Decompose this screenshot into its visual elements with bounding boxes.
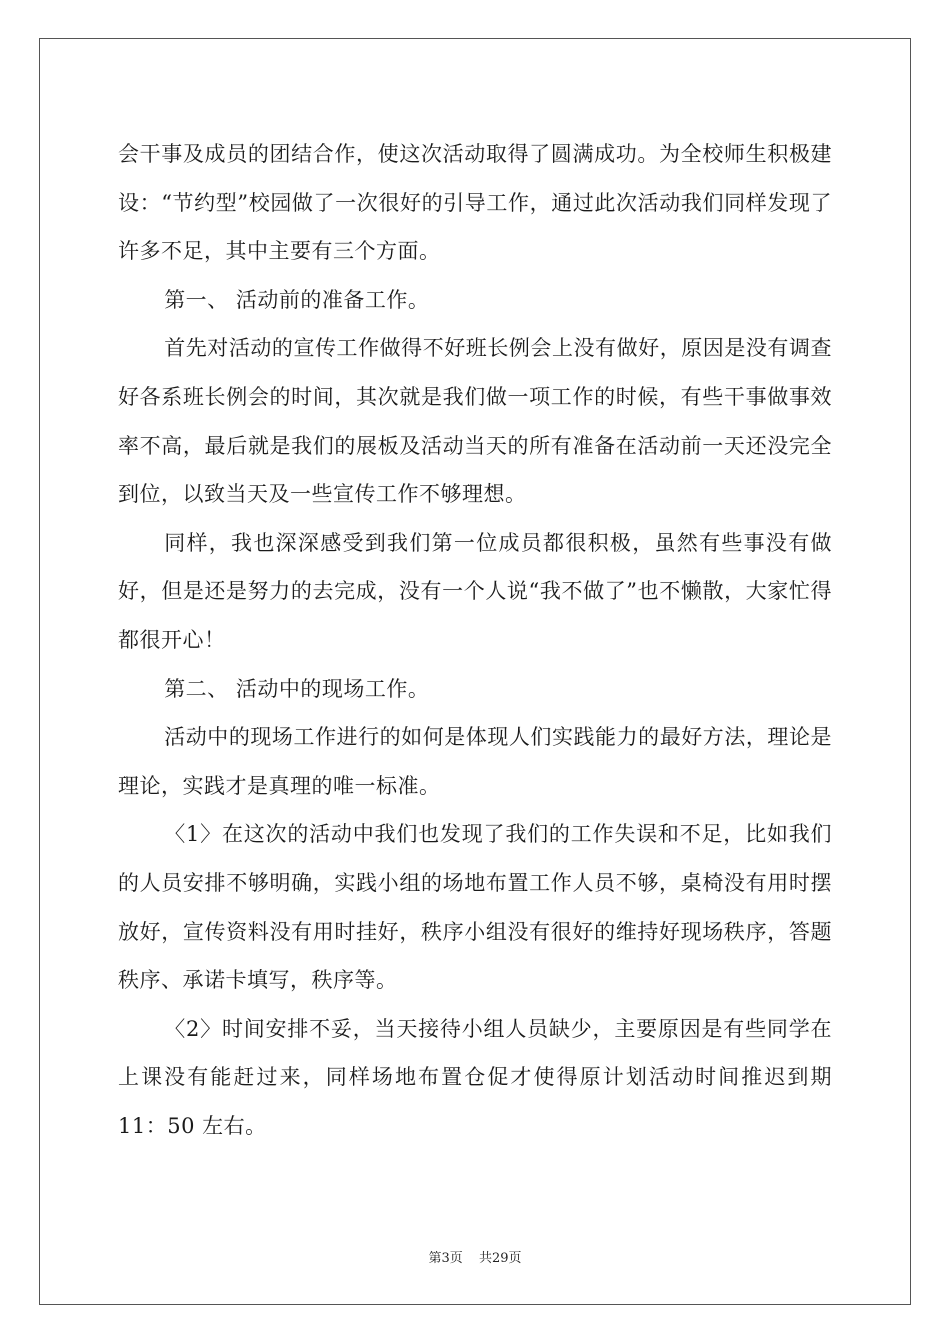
- section-heading-second: 第二、 活动中的现场工作。: [164, 676, 430, 701]
- page-footer: [0, 1247, 950, 1266]
- section-heading-first: 第一、 活动前的准备工作。: [164, 287, 430, 312]
- paragraph-members: 同样，我也深深感受到我们第一位成员都很积极，虽然有些事没有做好，但是还是努力的去完成，没有一个人说“我不做了”也不懒散，大家忙得都很开心！: [118, 530, 832, 652]
- paragraph-item-1: 〈1〉在这次的活动中我们也发现了我们的工作失误和不足，比如我们的人员安排不够明确，实践小组的场地布置工作人员不够，桌椅没有用时摆放好，宣传资料没有用时挂好，秩序小组没有很好的维持好现场秩序，答题秩序、承诺卡填写，秩序等。: [118, 822, 832, 993]
- page-number: 第3页: [428, 1251, 463, 1266]
- page-total: 共29页: [478, 1251, 522, 1266]
- document-body: [118, 130, 832, 1150]
- paragraph-item-2: 〈2〉时间安排不妥，当天接待小组人员缺少，主要原因是有些同学在上课没有能赶过来，同样场地布置仓促才使得原计划活动时间推迟到期 11：50 左右。: [118, 1016, 832, 1138]
- paragraph-continuation: 会干事及成员的团结合作，使这次活动取得了圆满成功。为全校师生积极建设：“节约型”校园做了一次很好的引导工作，通过此次活动我们同样发现了许多不足，其中主要有三个方面。: [118, 142, 832, 264]
- paragraph-preparation: 首先对活动的宣传工作做得不好班长例会上没有做好，原因是没有调查好各系班长例会的时间，其次就是我们做一项工作的时候，有些干事做事效率不高，最后就是我们的展板及活动当天的所有准备在活动前一天还没完全到位，以致当天及一些宣传工作不够理想。: [118, 336, 832, 507]
- paragraph-onsite: 活动中的现场工作进行的如何是体现人们实践能力的最好方法，理论是理论，实践才是真理的唯一标准。: [118, 725, 832, 798]
